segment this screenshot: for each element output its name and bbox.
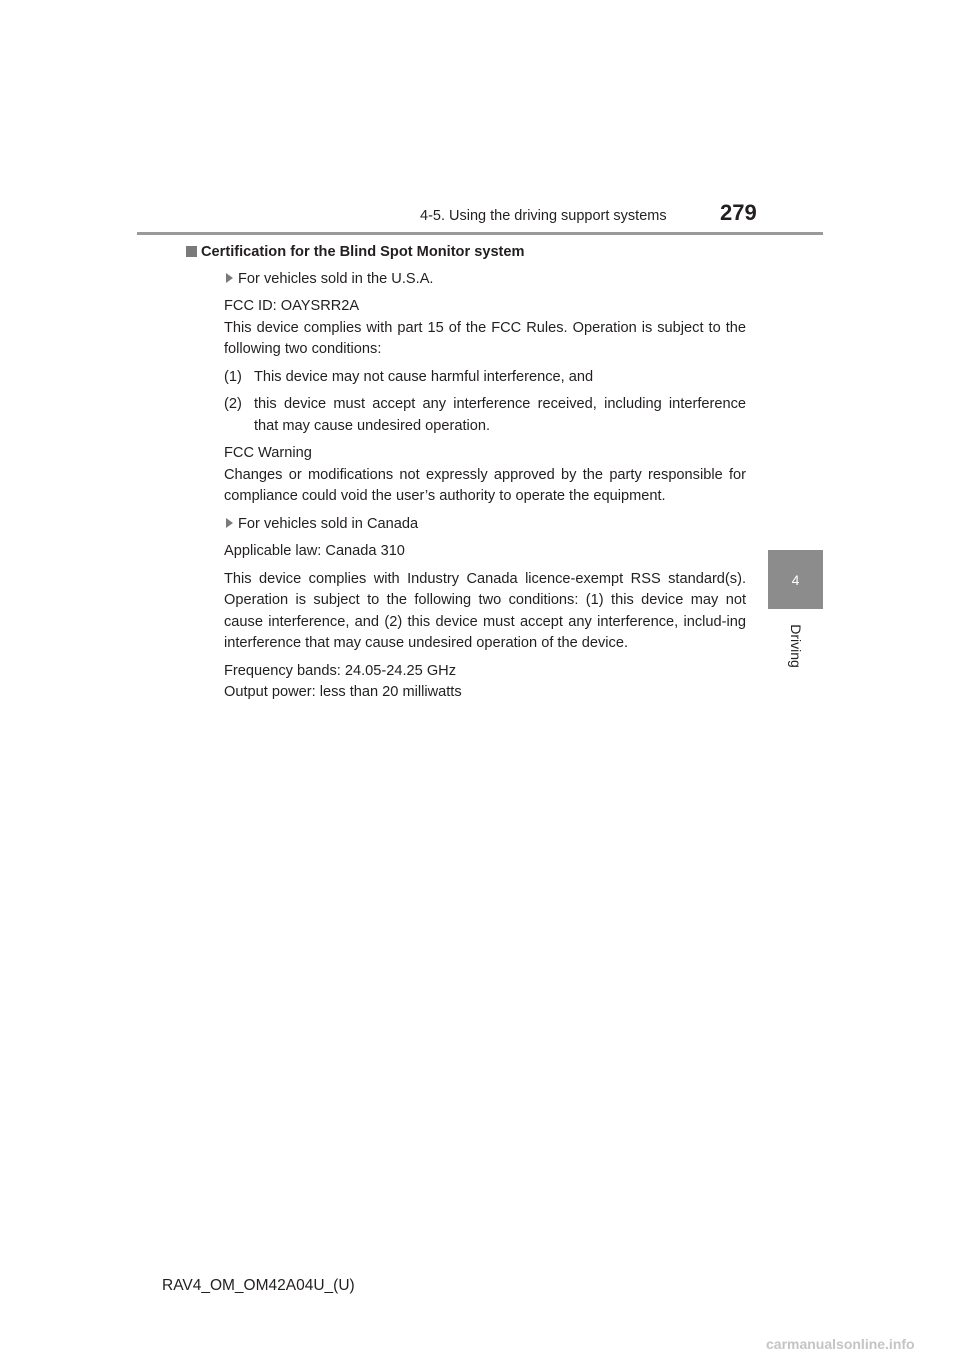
triangle-bullet-icon [226,518,233,528]
canada-subheading [224,514,746,536]
canada-statement: This device complies with Industry Canada licence-exempt RSS standard(s). Operation is subject to the following two conditions: (1) this device may not cause interference, and (2) this device must accept any interference, includ-ing interference that may cause undesired operation of the device. [224,570,746,651]
condition-text: This device may not cause harmful interference, and [254,368,594,385]
condition-text: this device must accept any interference received, including interference that may cause undesired operation. [254,396,746,434]
section-heading [186,242,746,264]
output-power: Output power: less than 20 milliwatts [224,684,462,700]
chapter-number: 4 [791,571,800,588]
usa-label: For vehicles sold in the U.S.A. [238,270,434,287]
radio-specs [224,661,746,704]
manual-code: RAV4_OM_OM42A04U_(U) [162,1277,355,1294]
condition-item [224,394,746,437]
section-heading-text: Certification for the Blind Spot Monitor system [201,244,525,260]
canada-label: For vehicles sold in Canada [238,515,419,532]
applicable-law: Applicable law: Canada 310 [224,543,405,559]
chapter-title: Driving [787,624,804,668]
fcc-warning-title: FCC Warning [224,445,312,461]
usa-fcc-block [224,296,746,361]
frequency-bands: Frequency bands: 24.05-24.25 GHz [224,662,457,679]
condition-number: (2) [224,396,242,412]
condition-item [224,367,746,389]
main-content [201,242,746,710]
page-number: 279 [720,200,757,225]
condition-number: (1) [224,368,242,385]
fcc-statement: This device complies with part 15 of the FCC Rules. Operation is subject to the following two conditions: [224,319,746,357]
fcc-warning-block [224,443,746,508]
header-section-title: 4-5. Using the driving support systems [420,208,667,224]
chapter-label [772,616,820,676]
fcc-warning-text: Changes or modifications not expressly approved by the party responsible for compliance could void the user’s authority to operate the equipment. [224,466,746,504]
square-bullet-icon [186,246,197,257]
chapter-tab [768,550,823,609]
triangle-bullet-icon [226,273,233,283]
header-rule [137,232,823,235]
watermark: carmanualsonline.info [766,1336,915,1352]
usa-subheading [224,269,746,291]
fcc-id: FCC ID: OAYSRR2A [224,298,360,314]
